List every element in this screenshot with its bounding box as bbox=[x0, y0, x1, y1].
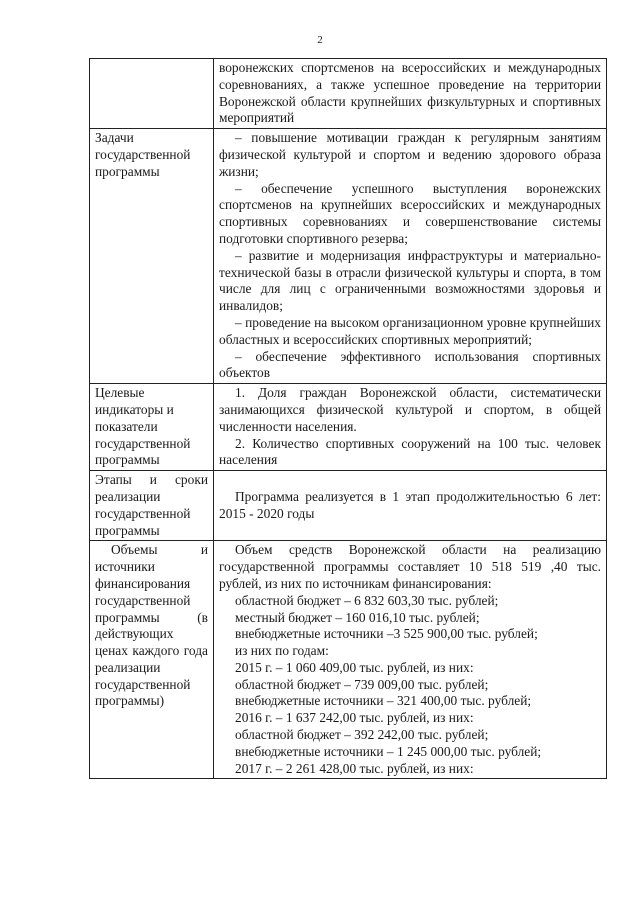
row-label-stages: Этапы и сроки реализации государственной программы bbox=[90, 471, 214, 541]
funding-line: областной бюджет – 6 832 603,30 тыс. рублей; bbox=[235, 592, 499, 608]
table-row bbox=[90, 384, 607, 471]
stages-text: Программа реализуется в 1 этап продолжительностью 6 лет: 2015 - 2020 годы bbox=[219, 488, 601, 521]
funding-intro: Объем средств Воронежской области на реализацию государственной программы составляет 10 518 519 ,40 тыс. рублей, из них по источникам финансирования: bbox=[219, 542, 601, 591]
indicator-item: 1. Доля граждан Воронежской области, систематически занимающихся физической культурой и спортом, в общей численности населения. bbox=[219, 385, 601, 434]
funding-line: 2016 г. – 1 637 242,00 тыс. рублей, из них: bbox=[235, 710, 474, 726]
row-content bbox=[214, 59, 607, 129]
table-row bbox=[90, 59, 607, 129]
task-item: – обеспечение успешного выступления воронежских спортсменов на крупнейших всероссийских и международных спортивных соревнованиях и совершенствование системы подготовки спортивного резерва; bbox=[219, 180, 601, 246]
task-item: – проведение на высоком организационном уровне крупнейших областных и всероссийских спортивных мероприятий; bbox=[219, 314, 601, 347]
funding-line: 2015 г. – 1 060 409,00 тыс. рублей, из них: bbox=[235, 659, 474, 675]
row-label-tasks: Задачи государственной программы bbox=[90, 129, 214, 384]
funding-line: областной бюджет – 739 009,00 тыс. рублей; bbox=[235, 676, 489, 692]
row-label bbox=[90, 59, 214, 129]
row-content-stages bbox=[214, 471, 607, 541]
table-row bbox=[90, 129, 607, 384]
funding-line: областной бюджет – 392 242,00 тыс. рублей; bbox=[235, 727, 489, 743]
table-row bbox=[90, 471, 607, 541]
table-row bbox=[90, 541, 607, 779]
task-item: – обеспечение эффективного использования спортивных объектов bbox=[219, 348, 601, 381]
row-content-indicators bbox=[214, 384, 607, 471]
funding-line: из них по годам: bbox=[235, 643, 329, 659]
funding-line: местный бюджет – 160 016,10 тыс. рублей; bbox=[235, 609, 480, 625]
row-label-funding: Объемы и источники финансирования государственной программы (в действующих ценах каждого года реализации государственной программы) bbox=[90, 541, 214, 779]
row-content-tasks bbox=[214, 129, 607, 384]
funding-line: 2017 г. – 2 261 428,00 тыс. рублей, из них: bbox=[235, 760, 474, 776]
row-label-indicators: Целевые индикаторы и показатели государственной программы bbox=[90, 384, 214, 471]
funding-line: внебюджетные источники –3 525 900,00 тыс. рублей; bbox=[235, 626, 538, 642]
page-number: 2 bbox=[317, 34, 323, 46]
task-item: – повышение мотивации граждан к регулярным занятиям физической культурой и спортом и ведению здорового образа жизни; bbox=[219, 130, 601, 179]
task-item: – развитие и модернизация инфраструктуры и материально-технической базы в отрасли физической культуры и спорта, в том числе для лиц с ограниченными возможностями здоровья и инвалидов; bbox=[219, 247, 601, 314]
funding-line: внебюджетные источники – 1 245 000,00 тыс. рублей; bbox=[235, 743, 542, 759]
goal-continuation: воронежских спортсменов на всероссийских и международных соревнованиях, а также успешное проведение на территории Воронежской области крупнейших физкультурных и спортивных мероприятий bbox=[219, 60, 601, 126]
indicator-item: 2. Количество спортивных сооружений на 100 тыс. человек населения bbox=[219, 435, 601, 468]
program-passport-table bbox=[89, 58, 607, 779]
row-content-funding bbox=[214, 541, 607, 779]
funding-line: внебюджетные источники – 321 400,00 тыс. рублей; bbox=[235, 693, 532, 709]
